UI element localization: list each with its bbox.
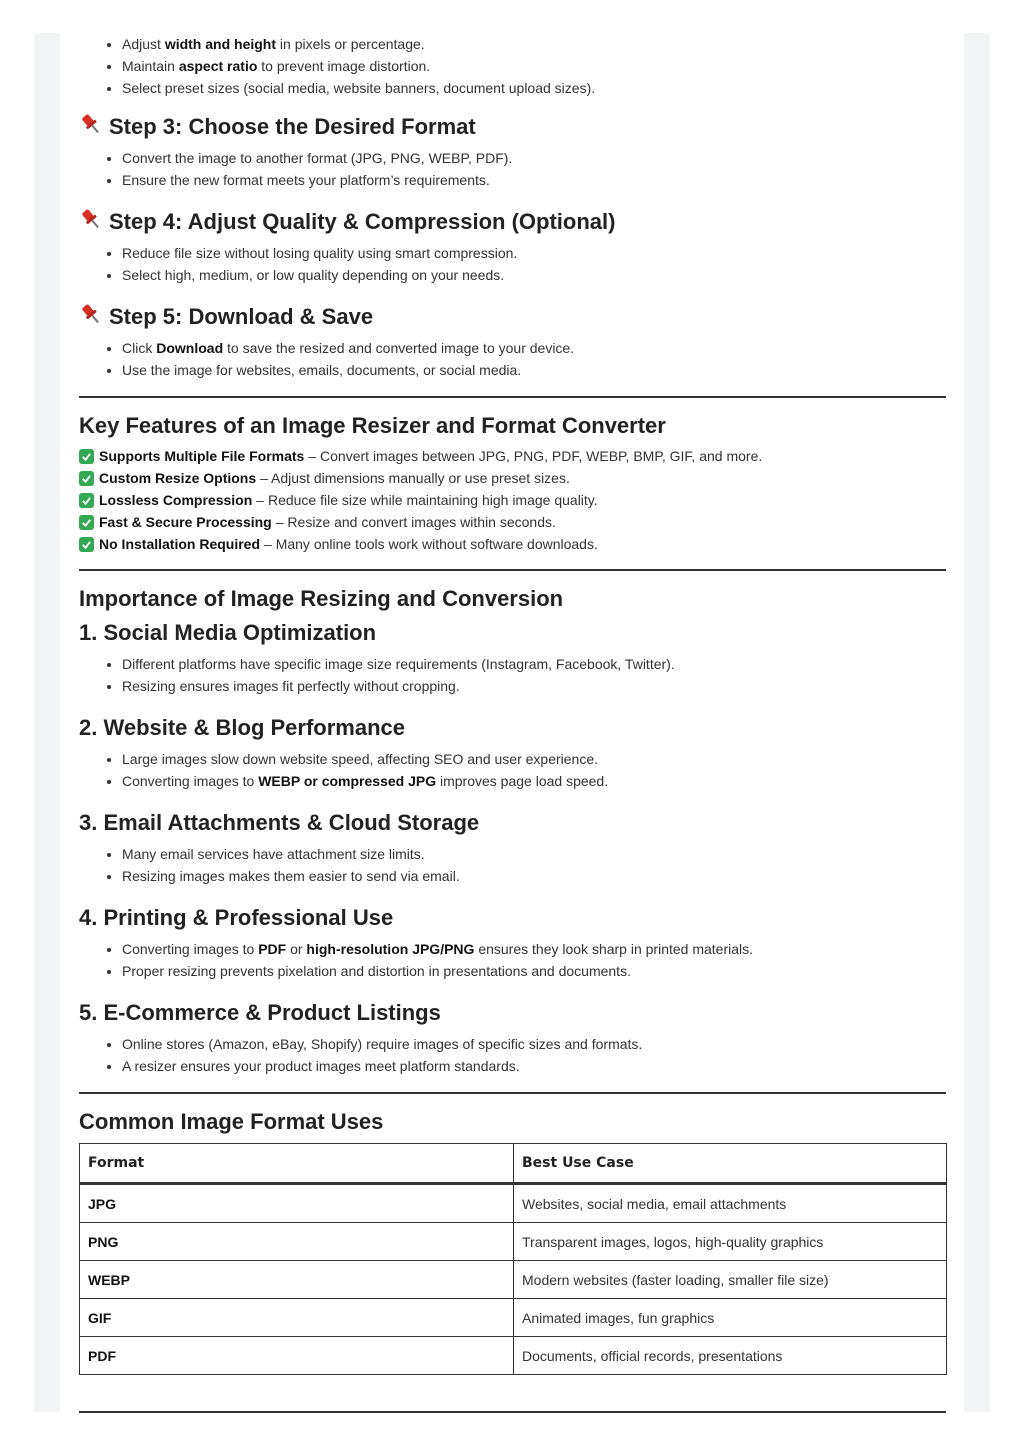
pushpin-icon [79,302,105,332]
ecommerce-bullet-list [79,1033,946,1077]
step-5-bullet-list [79,337,946,381]
column-header-best-use-case: Best Use Case [514,1144,947,1184]
table-row [80,1223,947,1261]
step-4-heading: Step 4: Adjust Quality & Compression (Optional) [79,205,946,239]
list-item: • Converting images to WEBP or compressed JPG improves page load speed. [122,770,946,792]
table-row [80,1299,947,1337]
use-case-cell: Transparent images, logos, high-quality graphics [514,1223,947,1261]
check-mark-icon [79,449,94,464]
importance-heading: Importance of Image Resizing and Conversion [79,586,564,611]
list-item: • Online stores (Amazon, eBay, Shopify) require images of specific sizes and formats. [122,1033,946,1055]
check-mark-icon [79,537,94,552]
list-item: • Select preset sizes (social media, website banners, document upload sizes). [122,77,946,99]
format-cell: PNG [80,1223,514,1261]
section-divider [79,569,946,571]
section-divider [79,1092,946,1094]
check-mark-icon [79,471,94,486]
table-header-row [80,1144,947,1184]
list-item: • Resizing images makes them easier to send via email. [122,865,946,887]
list-item: • Proper resizing prevents pixelation and distortion in presentations and documents. [122,960,946,982]
list-item: • Ensure the new format meets your platform’s requirements. [122,169,946,191]
list-item: • Resizing ensures images fit perfectly without cropping. [122,675,946,697]
list-item: • Select high, medium, or low quality depending on your needs. [122,264,946,286]
step-4-bullet-list [79,242,946,286]
email-attachments-bullet-list [79,843,946,887]
list-item: • Maintain aspect ratio to prevent image distortion. [122,55,946,77]
key-features-heading: Key Features of an Image Resizer and Format Converter [79,413,666,438]
printing-heading: 4. Printing & Professional Use [79,905,394,930]
email-attachments-heading: 3. Email Attachments & Cloud Storage [79,810,480,835]
list-item: • Large images slow down website speed, affecting SEO and user experience. [122,748,946,770]
pushpin-icon [79,207,105,237]
list-item: • Reduce file size without losing quality using smart compression. [122,242,946,264]
step-2-bullet-list [79,33,946,99]
list-item: • Click Download to save the resized and converted image to your device. [122,337,946,359]
format-cell: WEBP [80,1261,514,1299]
check-mark-icon [79,515,94,530]
ecommerce-heading: 5. E-Commerce & Product Listings [79,1000,441,1025]
feature-item: Custom Resize Options – Adjust dimensions manually or use preset sizes. [79,467,946,489]
section-divider [79,396,946,398]
feature-item: No Installation Required – Many online tools work without software downloads. [79,533,946,555]
list-item: • Different platforms have specific image size requirements (Instagram, Facebook, Twitter). [122,653,946,675]
printing-bullet-list [79,938,946,982]
list-item: • Convert the image to another format (JPG, PNG, WEBP, PDF). [122,147,946,169]
format-uses-table [79,1143,947,1375]
list-item: • Use the image for websites, emails, documents, or social media. [122,359,946,381]
check-mark-icon [79,493,94,508]
step-3-heading: Step 3: Choose the Desired Format [79,110,946,144]
document-page [79,33,946,1413]
use-case-cell: Animated images, fun graphics [514,1299,947,1337]
website-performance-bullet-list [79,748,946,792]
list-item: • A resizer ensures your product images meet platform standards. [122,1055,946,1077]
list-item: • Many email services have attachment size limits. [122,843,946,865]
format-cell: JPG [80,1184,514,1223]
format-cell: GIF [80,1299,514,1337]
right-page-margin [964,33,990,1412]
social-media-bullet-list [79,653,946,697]
format-cell: PDF [80,1337,514,1375]
table-row [80,1337,947,1375]
column-header-format: Format [80,1144,514,1184]
pushpin-icon [79,112,105,142]
use-case-cell: Documents, official records, presentations [514,1337,947,1375]
feature-item: Fast & Secure Processing – Resize and convert images within seconds. [79,511,946,533]
format-uses-heading: Common Image Format Uses [79,1109,384,1134]
list-item: • Converting images to PDF or high-resolution JPG/PNG ensures they look sharp in printed materials. [122,938,946,960]
website-performance-heading: 2. Website & Blog Performance [79,715,406,740]
list-item: • Adjust width and height in pixels or percentage. [122,33,946,55]
features-list [79,445,946,555]
feature-item: Lossless Compression – Reduce file size while maintaining high image quality. [79,489,946,511]
section-divider [79,1411,946,1413]
step-3-bullet-list [79,147,946,191]
use-case-cell: Websites, social media, email attachments [514,1184,947,1223]
table-row [80,1184,947,1223]
use-case-cell: Modern websites (faster loading, smaller file size) [514,1261,947,1299]
social-media-heading: 1. Social Media Optimization [79,620,377,645]
table-row [80,1261,947,1299]
feature-item: Supports Multiple File Formats – Convert images between JPG, PNG, PDF, WEBP, BMP, GIF, and more. [79,445,946,467]
left-page-margin [34,33,60,1412]
step-5-heading: Step 5: Download & Save [79,300,946,334]
